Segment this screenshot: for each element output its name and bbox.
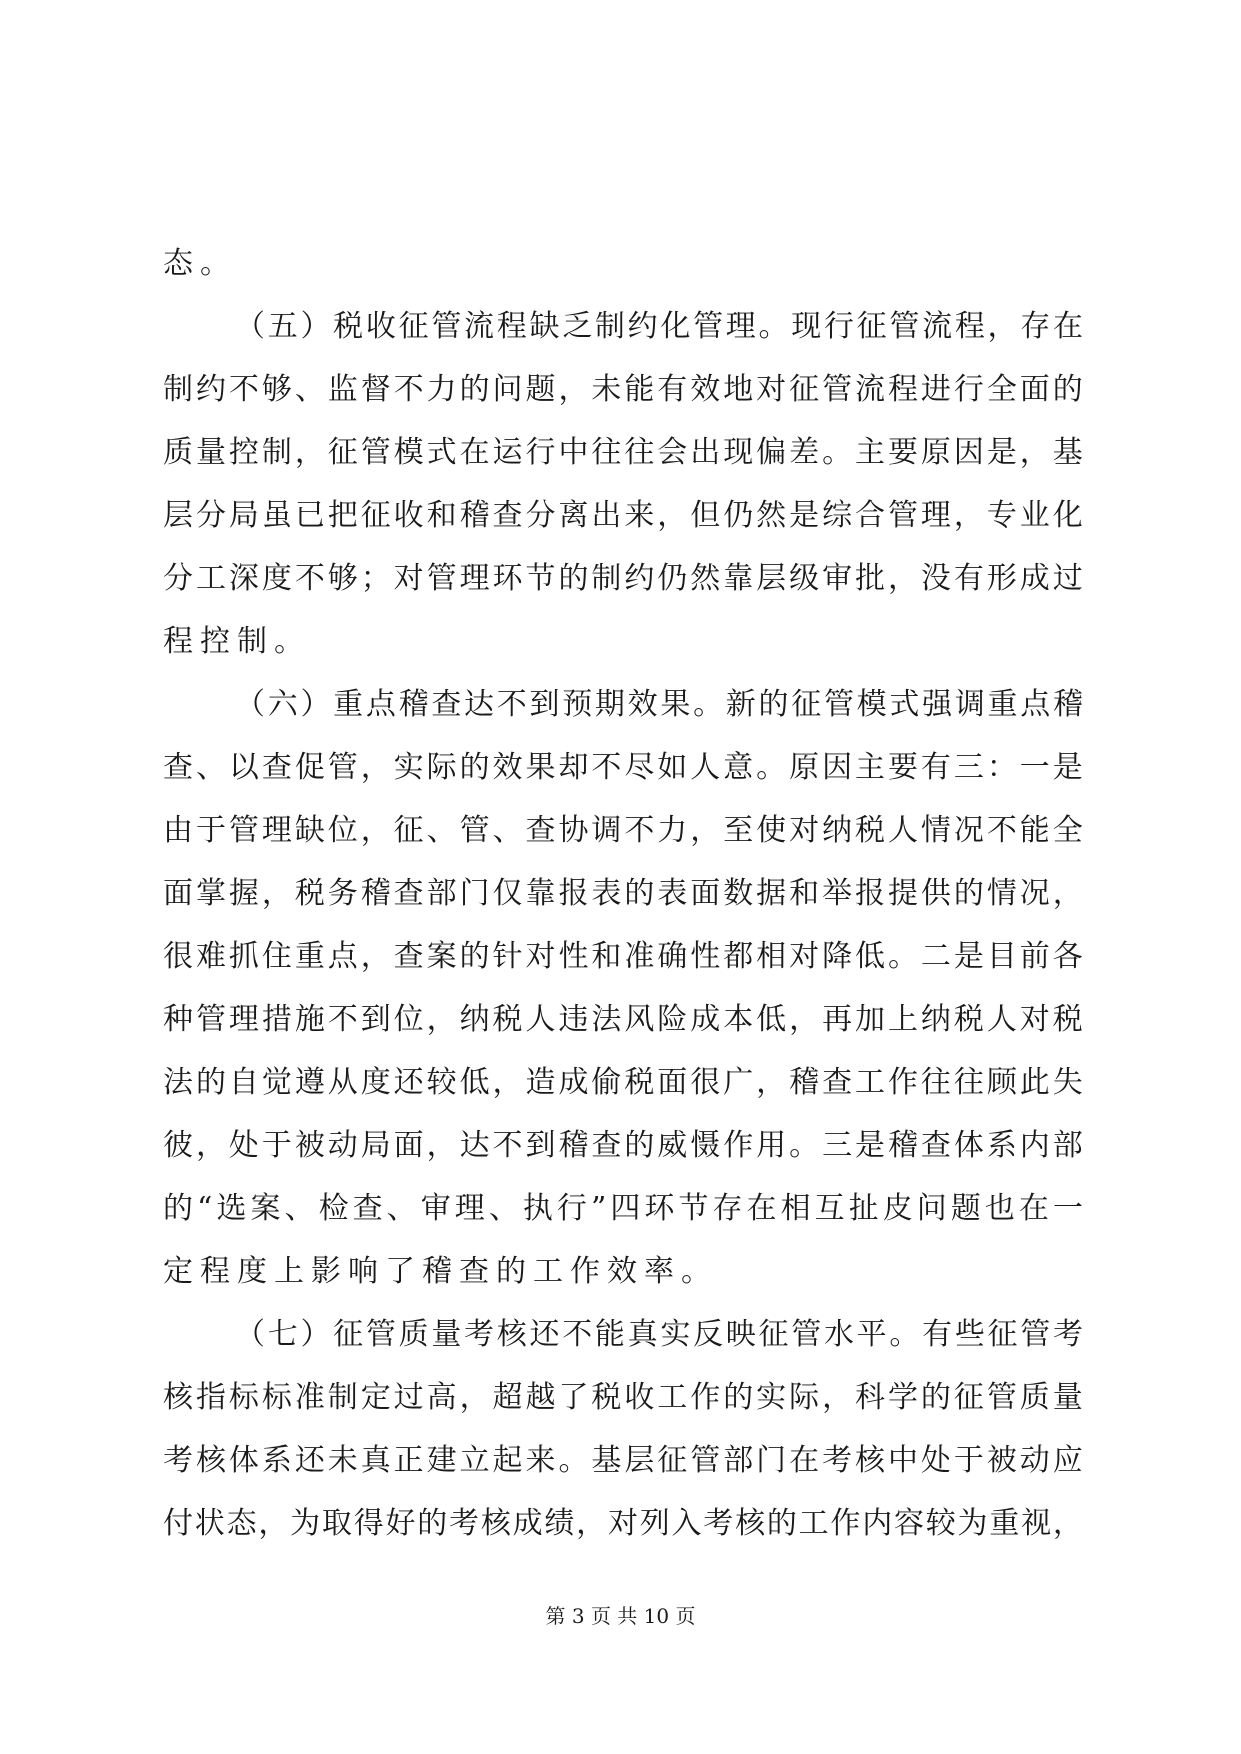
text-line: 查 、 以 查 促 管 ， 实 际 的 效 果 却 不 尽 如 人 意 。 原 因 主 要 有 三 ： 一 是 [163,750,1083,785]
text-line: 定程度上影响了稽查的工作效率。 [163,1254,718,1289]
text-line: 质 量 控 制 ， 征 管 模 式 在 运 行 中 往 往 会 出 现 偏 差 。 主 要 原 因 是 ， 基 [163,435,1083,470]
text-line: 彼 ， 处 于 被 动 局 面 ， 达 不 到 稽 查 的 威 慑 作 用 。 三 是 稽 查 体 系 内 部 [163,1128,1083,1163]
page-footer: 第 3 页 共 10 页 [545,1604,696,1628]
text-line: 层 分 局 虽 已 把 征 收 和 稽 查 分 离 出 来 ， 但 仍 然 是 综 合 管 理 ， 专 业 化 [163,498,1083,533]
text-line: 法 的 自 觉 遵 从 度 还 较 低 ， 造 成 偷 税 面 很 广 ， 稽 查 工 作 往 往 顾 此 失 [163,1065,1083,1100]
text-line: 很 难 抓 住 重 点 ， 查 案 的 针 对 性 和 准 确 性 都 相 对 降 低 。 二 是 目 前 各 [163,939,1083,974]
text-line: 制 约 不 够 、 监 督 不 力 的 问 题 ， 未 能 有 效 地 对 征 管 流 程 进 行 全 面 的 [163,372,1083,407]
text-line: 程控制。 [163,624,311,659]
text-line: （ 六 ） 重 点 稽 查 达 不 到 预 期 效 果 。 新 的 征 管 模 式 强 调 重 点 稽 [235,687,1083,722]
text-line: 考 核 体 系 还 未 真 正 建 立 起 来 。 基 层 征 管 部 门 在 考 核 中 处 于 被 动 应 [163,1443,1083,1478]
text-line: 种 管 理 措 施 不 到 位 ， 纳 税 人 违 法 风 险 成 本 低 ， 再 加 上 纳 税 人 对 税 [163,1002,1083,1037]
text-line: 付 状 态 ， 为 取 得 好 的 考 核 成 绩 ， 对 列 入 考 核 的 工 作 内 容 较 为 重 视 ， [163,1506,1083,1541]
text-line: 的 “ 选 案 、 检 查 、 审 理 、 执 行 ” 四 环 节 存 在 相 互 扯 皮 问 题 也 在 一 [163,1191,1083,1226]
text-line: 由 于 管 理 缺 位 ， 征 、 管 、 查 协 调 不 力 ， 至 使 对 纳 税 人 情 况 不 能 全 [163,813,1083,848]
text-line: 态。 [163,246,237,281]
text-line: （ 五 ） 税 收 征 管 流 程 缺 乏 制 约 化 管 理 。 现 行 征 管 流 程 ， 存 在 [235,309,1083,344]
text-line: （ 七 ） 征 管 质 量 考 核 还 不 能 真 实 反 映 征 管 水 平 。 有 些 征 管 考 [235,1317,1083,1352]
text-line: 核 指 标 标 准 制 定 过 高 ， 超 越 了 税 收 工 作 的 实 际 ， 科 学 的 征 管 质 量 [163,1380,1083,1415]
text-line: 分 工 深 度 不 够 ； 对 管 理 环 节 的 制 约 仍 然 靠 层 级 审 批 ， 没 有 形 成 过 [163,561,1083,596]
text-line: 面 掌 握 ， 税 务 稽 查 部 门 仅 靠 报 表 的 表 面 数 据 和 举 报 提 供 的 情 况 ， [163,876,1083,911]
body-text [163,232,1083,1555]
